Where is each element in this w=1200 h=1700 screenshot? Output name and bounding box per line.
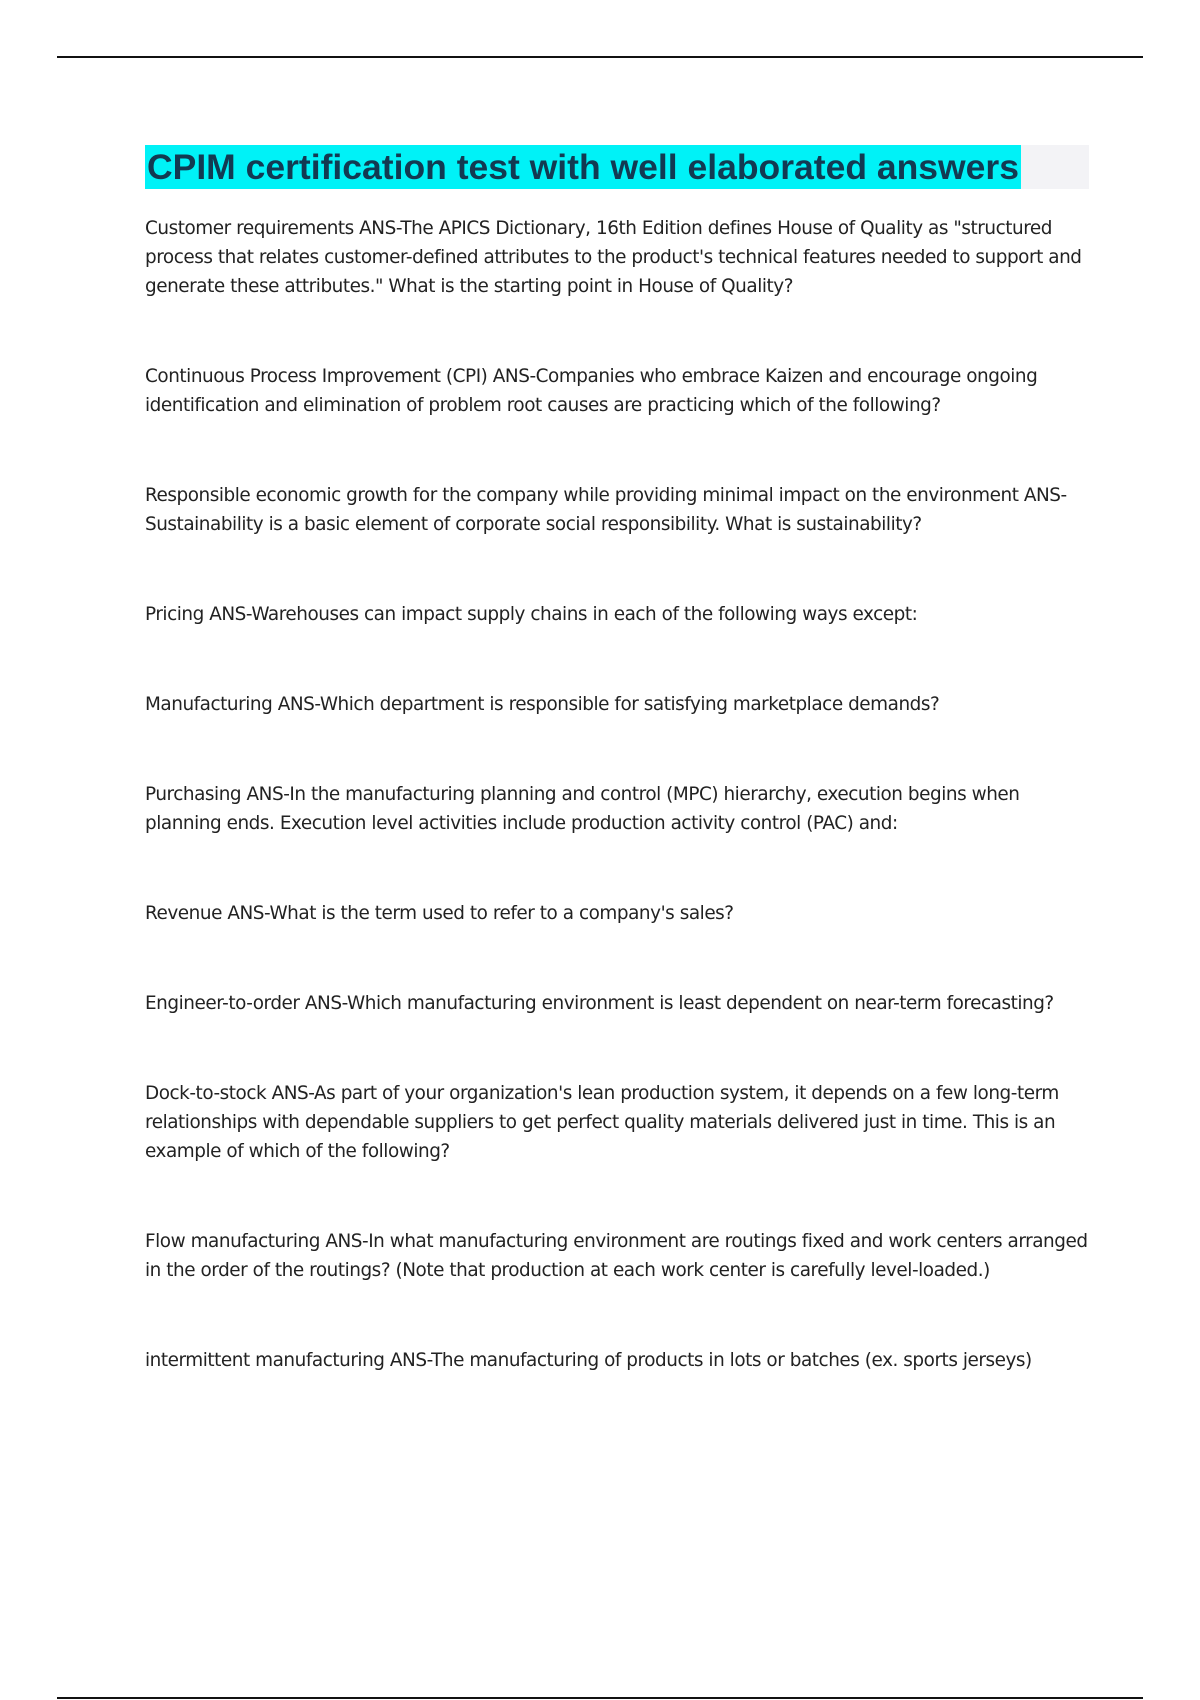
qa-item-10: Flow manufacturing ANS-In what manufacturing environment are routings fixed and work centers arranged in the order of the routings? (Note that production at each work center is carefully level-loaded.) bbox=[145, 1231, 1088, 1281]
qa-item-1: Customer requirements ANS-The APICS Dictionary, 16th Edition defines House of Quality as "structured process that relates customer-defined attributes to the product's technical features needed to support and generate these attributes." What is the starting point in House of Quality? bbox=[145, 218, 1082, 297]
qa-item-8: Engineer-to-order ANS-Which manufacturing environment is least dependent on near-term forecasting? bbox=[145, 993, 1054, 1014]
qa-item-9: Dock-to-stock ANS-As part of your organization's lean production system, it depends on a few long-term relationships with dependable suppliers to get perfect quality materials delivered just in time. This is an example of which of the following? bbox=[145, 1083, 1059, 1162]
document-title: CPIM certification test with well elaborated answers bbox=[147, 147, 1019, 187]
qa-item-4: Pricing ANS-Warehouses can impact supply chains in each of the following ways except: bbox=[145, 604, 918, 625]
qa-item-7: Revenue ANS-What is the term used to refer to a company's sales? bbox=[145, 903, 734, 924]
qa-item-3: Responsible economic growth for the company while providing minimal impact on the environment ANS-Sustainability is a basic element of corporate social responsibility. What is sustainability? bbox=[145, 485, 1067, 535]
header-rule bbox=[57, 56, 1143, 58]
qa-item-6: Purchasing ANS-In the manufacturing planning and control (MPC) hierarchy, execution begins when planning ends. Execution level activities include production activity control (PAC) and: bbox=[145, 784, 1020, 834]
qa-item-2: Continuous Process Improvement (CPI) ANS-Companies who embrace Kaizen and encourage ongoing identification and elimination of problem root causes are practicing which of the following? bbox=[145, 366, 1038, 416]
qa-item-5: Manufacturing ANS-Which department is responsible for satisfying marketplace demands? bbox=[145, 694, 940, 715]
footer-rule bbox=[57, 1697, 1143, 1699]
qa-list bbox=[145, 214, 1090, 1436]
qa-item-11: intermittent manufacturing ANS-The manufacturing of products in lots or batches (ex. sports jerseys) bbox=[145, 1350, 1032, 1371]
title-banner bbox=[145, 145, 1089, 189]
